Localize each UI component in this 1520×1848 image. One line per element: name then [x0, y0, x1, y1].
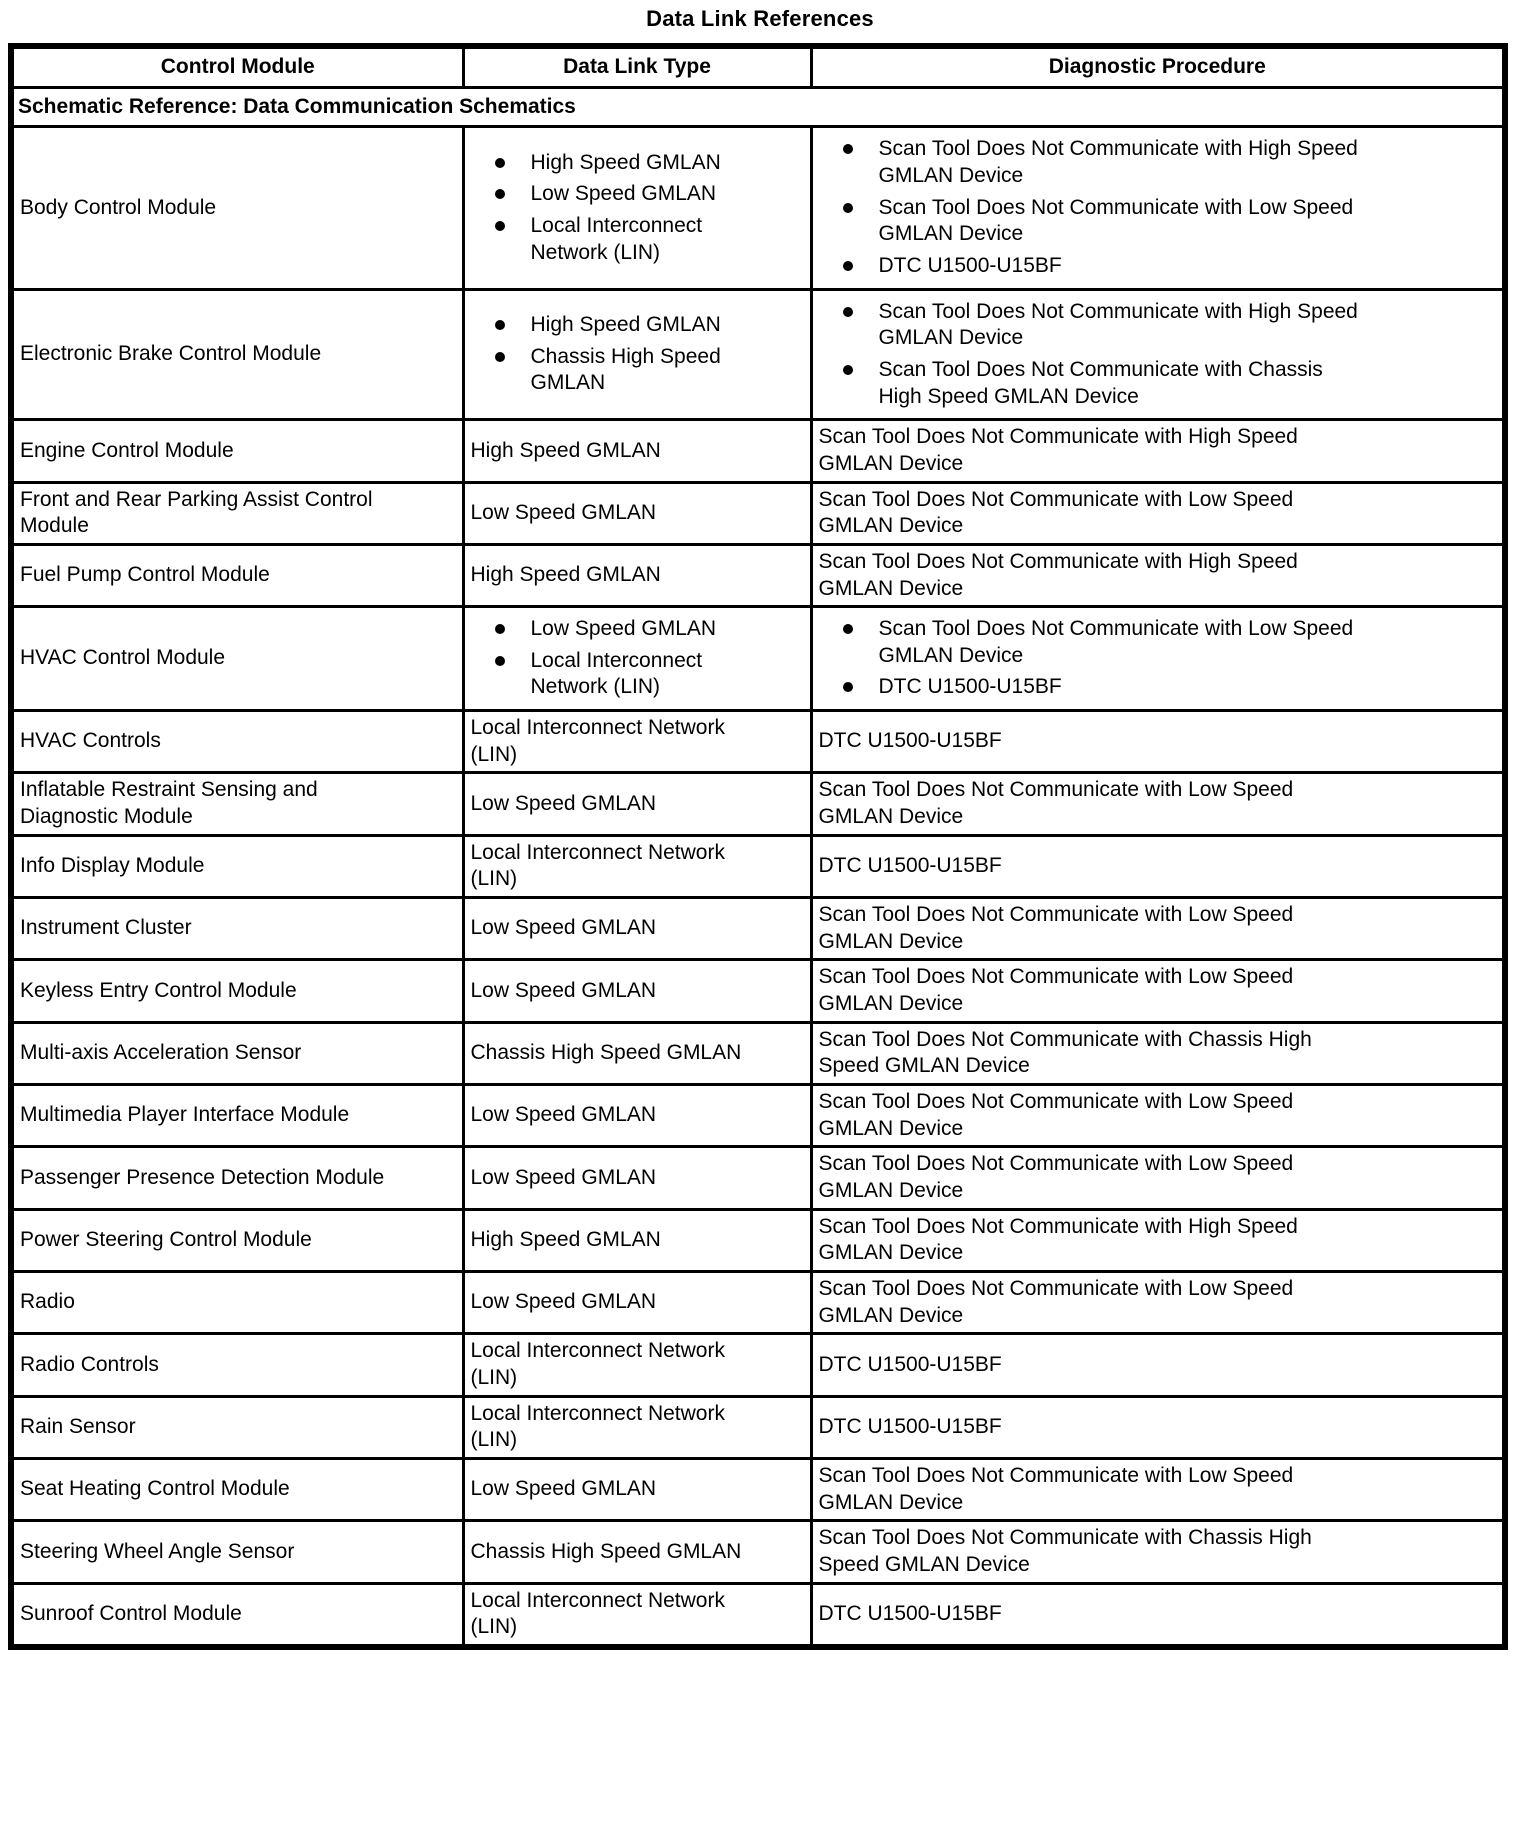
module-cell: [11, 1396, 463, 1458]
bullet-list: [471, 312, 804, 397]
data-link-cell: [463, 1396, 811, 1458]
cell-text: Chassis High Speed GMLAN: [470, 1539, 742, 1563]
module-cell: [11, 1458, 463, 1520]
module-name: Radio Controls: [20, 1352, 159, 1376]
cell-text: Low Speed GMLAN: [470, 791, 657, 815]
cell-text: Scan Tool Does Not Communicate with Low Speed GMLAN Device: [818, 965, 1294, 1016]
module-name: Fuel Pump Control Module: [20, 563, 270, 587]
data-link-cell: [463, 898, 811, 960]
cell-text: Low Speed GMLAN: [470, 1477, 657, 1501]
table-row: [11, 773, 1505, 835]
bullet-item: Scan Tool Does Not Communicate with Low Speed GMLAN Device: [843, 616, 1369, 669]
table-row: [11, 1085, 1505, 1147]
cell-text: High Speed GMLAN: [470, 438, 661, 462]
module-name: Engine Control Module: [20, 438, 234, 462]
procedure-cell: [811, 1458, 1505, 1520]
table-row: [11, 711, 1505, 773]
data-link-cell: [463, 1521, 811, 1583]
module-cell: [11, 544, 463, 606]
cell-text: Scan Tool Does Not Communicate with High Speed GMLAN Device: [818, 549, 1298, 600]
data-link-cell: [463, 1147, 811, 1209]
module-cell: [11, 1022, 463, 1084]
data-link-cell: [463, 127, 811, 289]
module-name: Seat Heating Control Module: [20, 1477, 290, 1501]
cell-text: Chassis High Speed GMLAN: [470, 1041, 742, 1065]
table-row: [11, 1271, 1505, 1333]
module-name: Inflatable Restraint Sensing and Diagnostic Module: [20, 778, 318, 829]
procedure-cell: [811, 607, 1505, 711]
procedure-cell: [811, 1209, 1505, 1271]
procedure-cell: [811, 1521, 1505, 1583]
cell-text: Scan Tool Does Not Communicate with Low Speed GMLAN Device: [818, 487, 1294, 538]
module-cell: [11, 1209, 463, 1271]
module-name: Info Display Module: [20, 854, 205, 878]
bullet-item: DTC U1500-U15BF: [843, 674, 1369, 701]
cell-text: Low Speed GMLAN: [470, 916, 657, 940]
table-row: [11, 1209, 1505, 1271]
cell-text: Scan Tool Does Not Communicate with Low Speed GMLAN Device: [818, 903, 1294, 953]
header-diagnostic-procedure: Diagnostic Procedure: [811, 46, 1505, 87]
data-link-cell: [463, 289, 811, 420]
procedure-cell: [811, 1022, 1505, 1084]
module-name: Rain Sensor: [20, 1414, 136, 1438]
table-row: [11, 420, 1505, 482]
page-title: Data Link References: [646, 6, 874, 31]
procedure-cell: [811, 1583, 1505, 1647]
cell-text: Scan Tool Does Not Communicate with Chassis High Speed GMLAN Device: [818, 1526, 1312, 1576]
data-link-cell: [463, 1085, 811, 1147]
cell-text: DTC U1500-U15BF: [818, 854, 1002, 878]
module-name: Instrument Cluster: [20, 916, 192, 940]
data-link-references-table: [8, 43, 1508, 1650]
bullet-item: Scan Tool Does Not Communicate with Chassis High Speed GMLAN Device: [843, 357, 1369, 410]
table-row: [11, 1147, 1505, 1209]
bullet-item: Chassis High Speed GMLAN: [495, 344, 761, 397]
schematic-reference-row: [11, 87, 1505, 127]
module-cell: [11, 127, 463, 289]
bullet-list: [471, 616, 804, 701]
module-name: Keyless Entry Control Module: [20, 978, 297, 1002]
cell-text: Scan Tool Does Not Communicate with High Speed GMLAN Device: [818, 425, 1298, 475]
bullet-list: [471, 150, 804, 267]
procedure-cell: [811, 960, 1505, 1022]
module-cell: [11, 835, 463, 897]
module-name: HVAC Controls: [20, 729, 161, 753]
module-name: Multi-axis Acceleration Sensor: [20, 1041, 302, 1065]
module-cell: [11, 1271, 463, 1333]
module-name: Body Control Module: [20, 195, 217, 219]
module-cell: [11, 1583, 463, 1647]
module-name: Power Steering Control Module: [20, 1227, 312, 1251]
bullet-item: Local Interconnect Network (LIN): [495, 213, 761, 266]
cell-text: Local Interconnect Network (LIN): [470, 716, 725, 766]
procedure-cell: [811, 544, 1505, 606]
data-link-cell: [463, 1271, 811, 1333]
module-name: Steering Wheel Angle Sensor: [20, 1539, 295, 1563]
bullet-list: [819, 616, 1497, 701]
table-header: [11, 46, 1505, 87]
procedure-cell: [811, 898, 1505, 960]
cell-text: Low Speed GMLAN: [470, 1165, 657, 1189]
cell-text: Low Speed GMLAN: [470, 500, 657, 524]
bullet-item: Low Speed GMLAN: [495, 181, 761, 208]
module-name: HVAC Control Module: [20, 646, 226, 670]
cell-text: Scan Tool Does Not Communicate with Low Speed GMLAN Device: [818, 1463, 1294, 1514]
module-cell: [11, 1085, 463, 1147]
table-row: [11, 289, 1505, 420]
data-link-cell: [463, 711, 811, 773]
procedure-cell: [811, 1085, 1505, 1147]
cell-text: DTC U1500-U15BF: [818, 1352, 1002, 1376]
procedure-cell: [811, 835, 1505, 897]
data-link-cell: [463, 482, 811, 544]
cell-text: Low Speed GMLAN: [470, 1103, 657, 1127]
cell-text: Scan Tool Does Not Communicate with Low Speed GMLAN Device: [818, 1090, 1294, 1140]
procedure-cell: [811, 1334, 1505, 1396]
table-row: [11, 1022, 1505, 1084]
cell-text: Scan Tool Does Not Communicate with Low Speed GMLAN Device: [818, 778, 1294, 829]
table-row: [11, 607, 1505, 711]
cell-text: Local Interconnect Network (LIN): [470, 1401, 725, 1452]
schematic-reference-text: Schematic Reference: Data Communication Schematics: [11, 87, 1505, 127]
header-data-link-type: Data Link Type: [463, 46, 811, 87]
module-cell: [11, 420, 463, 482]
bullet-item: High Speed GMLAN: [495, 312, 761, 339]
table-row: [11, 1521, 1505, 1583]
cell-text: Low Speed GMLAN: [470, 978, 657, 1002]
data-link-cell: [463, 607, 811, 711]
table-row: [11, 1583, 1505, 1647]
bullet-item: Local Interconnect Network (LIN): [495, 648, 761, 701]
header-row: [11, 46, 1505, 87]
procedure-cell: [811, 289, 1505, 420]
module-name: Multimedia Player Interface Module: [20, 1103, 350, 1127]
module-cell: [11, 773, 463, 835]
procedure-cell: [811, 482, 1505, 544]
data-link-cell: [463, 960, 811, 1022]
cell-text: Scan Tool Does Not Communicate with High Speed GMLAN Device: [818, 1214, 1298, 1265]
data-link-cell: [463, 1022, 811, 1084]
bullet-item: High Speed GMLAN: [495, 150, 761, 177]
module-cell: [11, 607, 463, 711]
module-cell: [11, 1521, 463, 1583]
cell-text: High Speed GMLAN: [470, 563, 661, 587]
cell-text: High Speed GMLAN: [470, 1227, 661, 1251]
procedure-cell: [811, 420, 1505, 482]
module-cell: [11, 1334, 463, 1396]
table-row: [11, 482, 1505, 544]
module-cell: [11, 960, 463, 1022]
table-row: [11, 1396, 1505, 1458]
bullet-item: Scan Tool Does Not Communicate with High Speed GMLAN Device: [843, 299, 1369, 352]
cell-text: DTC U1500-U15BF: [818, 729, 1002, 753]
cell-text: Local Interconnect Network (LIN): [470, 1339, 725, 1389]
procedure-cell: [811, 127, 1505, 289]
cell-text: Scan Tool Does Not Communicate with Low Speed GMLAN Device: [818, 1152, 1294, 1202]
module-cell: [11, 482, 463, 544]
data-link-cell: [463, 1334, 811, 1396]
module-cell: [11, 289, 463, 420]
cell-text: Scan Tool Does Not Communicate with Chassis High Speed GMLAN Device: [818, 1027, 1312, 1078]
table-row: [11, 544, 1505, 606]
module-name: Front and Rear Parking Assist Control Module: [20, 487, 373, 538]
bullet-item: Scan Tool Does Not Communicate with Low Speed GMLAN Device: [843, 195, 1369, 248]
bullet-list: [819, 136, 1497, 279]
cell-text: Local Interconnect Network (LIN): [470, 840, 725, 891]
data-link-cell: [463, 1458, 811, 1520]
module-name: Passenger Presence Detection Module: [20, 1165, 385, 1189]
procedure-cell: [811, 711, 1505, 773]
table-row: [11, 898, 1505, 960]
bullet-item: DTC U1500-U15BF: [843, 253, 1369, 280]
data-link-cell: [463, 1209, 811, 1271]
data-link-cell: [463, 1583, 811, 1647]
bullet-list: [819, 299, 1497, 411]
cell-text: Scan Tool Does Not Communicate with Low Speed GMLAN Device: [818, 1276, 1294, 1327]
procedure-cell: [811, 773, 1505, 835]
table-row: [11, 835, 1505, 897]
data-link-cell: [463, 835, 811, 897]
data-link-cell: [463, 773, 811, 835]
table-row: [11, 127, 1505, 289]
module-cell: [11, 1147, 463, 1209]
cell-text: Local Interconnect Network (LIN): [470, 1588, 725, 1639]
data-link-cell: [463, 544, 811, 606]
table-body: [11, 87, 1505, 1647]
bullet-item: Scan Tool Does Not Communicate with High Speed GMLAN Device: [843, 136, 1369, 189]
cell-text: DTC U1500-U15BF: [818, 1414, 1002, 1438]
data-link-cell: [463, 420, 811, 482]
module-cell: [11, 898, 463, 960]
table-row: [11, 960, 1505, 1022]
module-name: Sunroof Control Module: [20, 1601, 242, 1625]
table-row: [11, 1458, 1505, 1520]
cell-text: DTC U1500-U15BF: [818, 1601, 1002, 1625]
module-name: Electronic Brake Control Module: [20, 342, 322, 366]
procedure-cell: [811, 1271, 1505, 1333]
table-row: [11, 1334, 1505, 1396]
bullet-item: Low Speed GMLAN: [495, 616, 761, 643]
procedure-cell: [811, 1396, 1505, 1458]
header-control-module: Control Module: [11, 46, 463, 87]
module-cell: [11, 711, 463, 773]
procedure-cell: [811, 1147, 1505, 1209]
module-name: Radio: [20, 1290, 75, 1314]
cell-text: Low Speed GMLAN: [470, 1290, 657, 1314]
